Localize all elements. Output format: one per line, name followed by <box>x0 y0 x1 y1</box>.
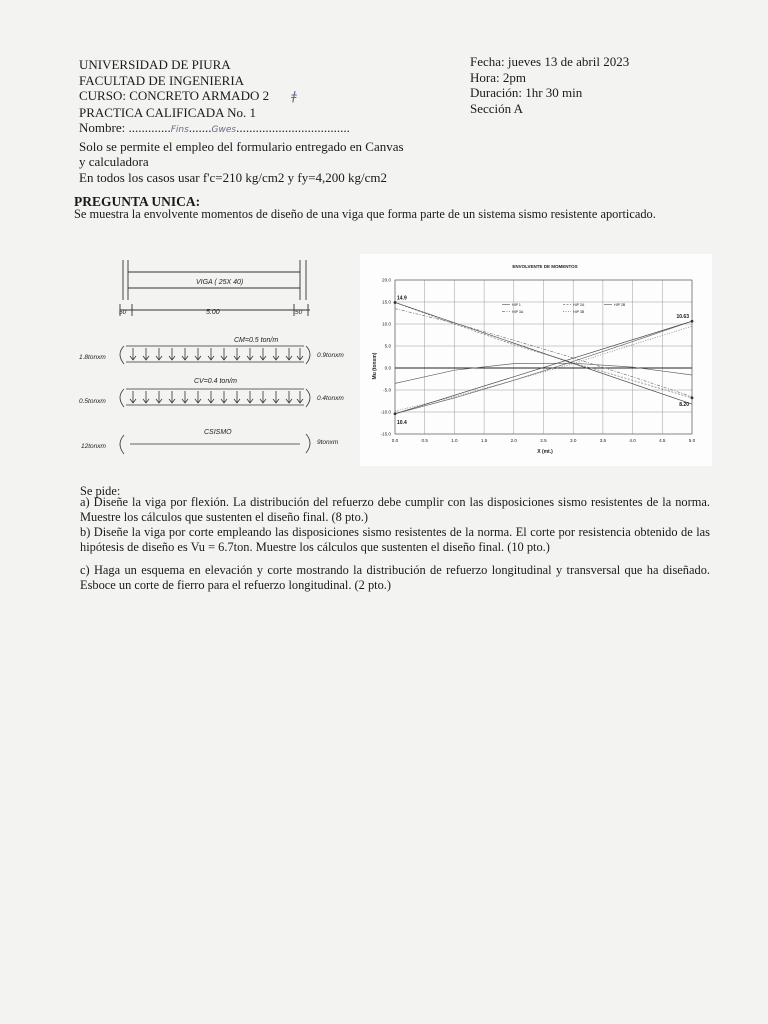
chart-annotation: 14.9 <box>397 295 407 302</box>
legend-label: HIP 3A <box>512 310 524 314</box>
chart-annotation: 10.63 <box>676 314 689 321</box>
student-last-name: Gwes <box>211 125 237 135</box>
x-tick-label: 2.0 <box>510 438 517 443</box>
task-c: c) Haga un esquema en elevación y corte mostrando la distribución de refuerzo longitudinal y transversal que ha diseñado. Esboce un corte de fierro para el refuerzo longitudinal. (2 pto.) <box>80 563 710 592</box>
x-tick-label: 1.0 <box>451 438 458 443</box>
chart-grid <box>395 280 692 434</box>
y-tick-label: 15.0 <box>382 299 391 305</box>
y-tick-label: 20.0 <box>382 277 391 283</box>
x-tick-label: 3.5 <box>599 438 607 443</box>
y-tick-label: 0.0 <box>384 365 391 371</box>
cv-label: CV=0.4 ton/m <box>194 378 237 385</box>
chart-legend <box>502 303 626 314</box>
exam-duration: Duración: 1hr 30 min <box>470 85 583 100</box>
question-title: PREGUNTA UNICA: <box>74 194 201 209</box>
y-tick-label: 5.0 <box>384 343 391 349</box>
legend-label: HIP 1 <box>512 303 521 307</box>
course-name: CURSO: CONCRETO ARMADO 2 ǂ <box>79 88 297 103</box>
x-tick-label: 5.0 <box>688 438 696 443</box>
question-statement: Se muestra la envolvente momentos de diseño de una viga que forma parte de un sistema sismo resistente aporticado. <box>74 207 656 221</box>
chart-annotations <box>397 295 689 425</box>
dim-support-left: 50 <box>119 309 127 316</box>
exam-header <box>79 57 479 185</box>
tasks-intro: Se pide: <box>80 484 121 498</box>
name-line: Nombre: .............Fins.......Gwes................................... <box>79 120 350 135</box>
sismo-moments <box>120 434 310 454</box>
chart-svg <box>360 254 712 466</box>
student-first-name: Fins <box>170 125 189 135</box>
x-tick-label: 1.5 <box>480 438 488 443</box>
exam-name: PRACTICA CALIFICADA No. 1 <box>79 104 256 120</box>
rule-line-2: y calculadora <box>79 154 149 169</box>
dim-span: 5.00 <box>206 309 220 316</box>
cm-label: CM=0.5 ton/m <box>234 337 279 344</box>
y-tick-label: -15.0 <box>380 431 391 437</box>
chart-ylabel: Mu (tonxm) <box>372 352 378 380</box>
check-mark: ǂ <box>291 89 297 103</box>
moment-envelope-chart <box>360 254 712 466</box>
cv-distributed-load <box>120 389 310 407</box>
legend-label: HIP 2B <box>614 303 626 307</box>
x-tick-label: 0.5 <box>421 438 428 443</box>
y-tick-label: -10.0 <box>380 409 391 415</box>
faculty-name: FACULTAD DE INGENIERIA <box>79 72 245 88</box>
legend-label: HIP 3B <box>573 310 585 314</box>
y-tick-label: 10.0 <box>382 321 391 327</box>
x-tick-label: 2.5 <box>540 438 547 443</box>
cm-right-moment: 0.9tonxm <box>317 352 344 359</box>
chart-title: ENVOLVENTE DE MOMENTOS <box>512 264 578 269</box>
beam-loads-diagram <box>78 252 358 467</box>
university-name: UNIVERSIDAD DE PIURA <box>79 57 231 72</box>
exam-date: Fecha: jueves 13 de abril 2023 <box>470 54 630 69</box>
chart-x-ticks <box>392 438 696 443</box>
exam-info <box>470 54 740 116</box>
exam-time: Hora: 2pm <box>470 69 526 85</box>
data-point-marker <box>394 301 397 304</box>
task-a: a) Diseñe la viga por flexión. La distribución del refuerzo debe cumplir con las disposiciones sismo resistentes de la norma. Muestre los cálculos que sustenten el diseño final. (8 pto.) <box>80 495 710 524</box>
chart-annotation: 8.20 <box>679 401 689 408</box>
legend-label: HIP 2A <box>573 303 585 307</box>
cv-right-moment: 0.4tonxm <box>317 395 344 402</box>
x-tick-label: 4.5 <box>659 438 666 443</box>
sismo-right-moment: 9tonxm <box>317 439 339 446</box>
sismo-label: CSISMO <box>204 429 232 436</box>
y-tick-label: -5.0 <box>383 387 391 393</box>
task-b: b) Diseñe la viga por corte empleando las disposiciones sismo resistentes de la norma. El corte por resistencia obtenido de las hipótesis de diseño es Vu = 6.7ton. Muestre los cálculos que sustenten el diseño final. (10 pto.) <box>80 525 710 554</box>
rule-line-3: En todos los casos usar f'c=210 kg/cm2 y fy=4,200 kg/cm2 <box>79 169 388 185</box>
chart-annotation: 10.4 <box>397 419 407 426</box>
chart-y-ticks <box>381 278 392 437</box>
rule-line-1: Solo se permite el empleo del formulario entregado en Canvas <box>79 138 404 154</box>
x-tick-label: 0.0 <box>391 438 399 443</box>
dim-support-right: 50 <box>295 309 303 316</box>
cv-left-moment: 0.5tonxm <box>79 398 106 405</box>
chart-xlabel: X (mt.) <box>537 449 553 455</box>
beam-label: VIGA ( 25X 40) <box>196 279 244 286</box>
data-point-marker <box>394 412 397 415</box>
data-point-marker <box>691 397 694 400</box>
x-tick-label: 3.0 <box>570 438 577 443</box>
cm-left-moment: 1.8tonxm <box>79 354 106 361</box>
exam-section: Sección A <box>470 100 524 116</box>
cm-distributed-load <box>120 346 310 364</box>
sismo-left-moment: 12tonxm <box>81 443 106 450</box>
data-point-marker <box>691 320 694 323</box>
x-tick-label: 4.0 <box>629 438 636 443</box>
